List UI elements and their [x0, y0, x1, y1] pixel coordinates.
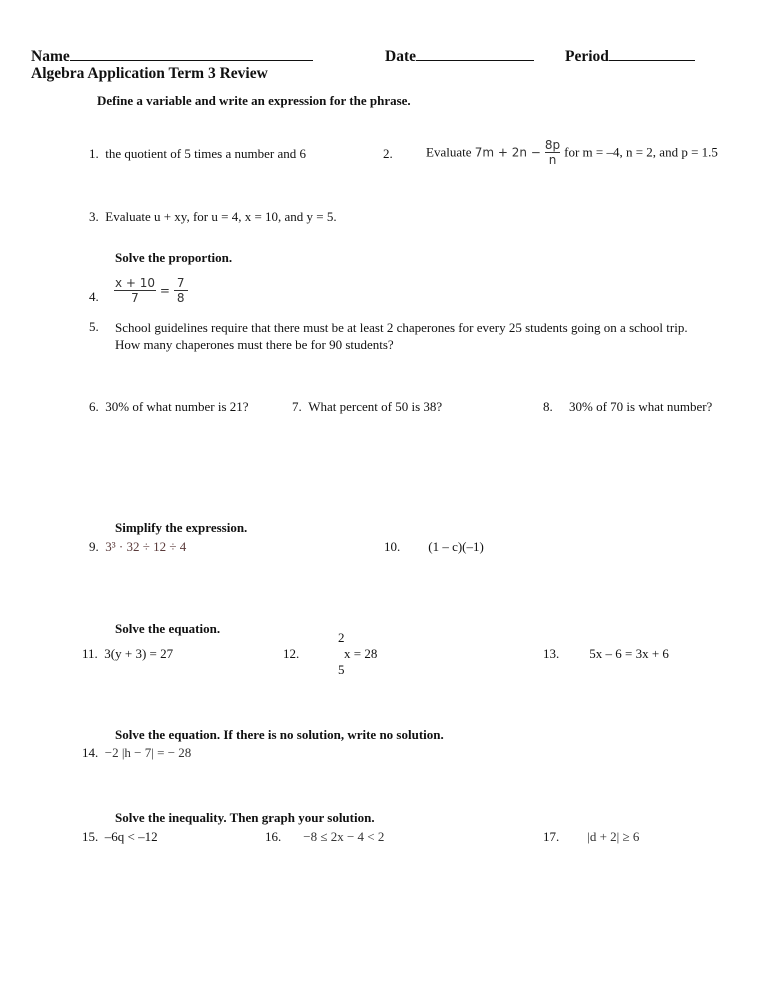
date-field[interactable] [385, 46, 534, 66]
problem-15: 15. –6q < –12 [82, 829, 158, 844]
period-field[interactable] [565, 46, 695, 66]
problem-7: 7. What percent of 50 is 38? [292, 399, 443, 414]
problem-17: 17. |d + 2| ≥ 6 [543, 829, 640, 844]
problem-1: 1. the quotient of 5 times a number and 6 [89, 146, 306, 161]
problem-12-expr: 2 x = 28 5 [338, 630, 378, 677]
name-field[interactable] [31, 46, 313, 66]
problem-2: 2. [383, 146, 393, 161]
date-label: Date [385, 48, 416, 65]
proportion: $\frac{x + 10}{7}$ = $\frac{7}{8}$ [114, 276, 188, 305]
worksheet-title: Algebra Application Term 3 Review [31, 65, 268, 82]
problem-9: 9. 3³ · 32 ÷ 12 ÷ 4 [89, 539, 187, 554]
problem-5: 5. [89, 319, 99, 334]
section-heading: Solve the inequality. Then graph your solution. [115, 810, 375, 825]
problem-10: 10. (1 – c)(–1) [384, 539, 484, 554]
problem-2-content: Evaluate 7m + 2n − $\frac{8p}{n}$ for m = –4, n = 2, and p = 1.5 [426, 138, 718, 167]
problem-3: 3. Evaluate u + xy, for u = 4, x = 10, and y = 5. [89, 209, 337, 224]
period-label: Period [565, 48, 609, 65]
section-heading: Solve the proportion. [115, 250, 233, 265]
section-heading: Simplify the expression. [115, 520, 248, 535]
problem-4: 4. [89, 289, 99, 304]
problem-14: 14. −2 |h − 7| = − 28 [82, 745, 192, 760]
problem-16: 16. −8 ≤ 2x − 4 < 2 [265, 829, 385, 844]
problem-5-text: School guidelines require that there must be at least 2 chaperones for every 25 students going on a school trip. How many chaperones must there be for 90 students? [115, 320, 688, 352]
problem-8: 8. 30% of 70 is what number? [543, 399, 713, 414]
section-heading: Define a variable and write an expression for the phrase. [97, 93, 411, 108]
section-heading: Solve the equation. If there is no solution, write no solution. [115, 727, 444, 742]
problem-13: 13. 5x – 6 = 3x + 6 [543, 646, 669, 661]
section-heading: Solve the equation. [115, 621, 221, 636]
problem-11: 11. 3(y + 3) = 27 [82, 646, 174, 661]
problem-6: 6. 30% of what number is 21? [89, 399, 249, 414]
problem-12: 12. [283, 646, 300, 661]
name-label: Name [31, 48, 70, 65]
